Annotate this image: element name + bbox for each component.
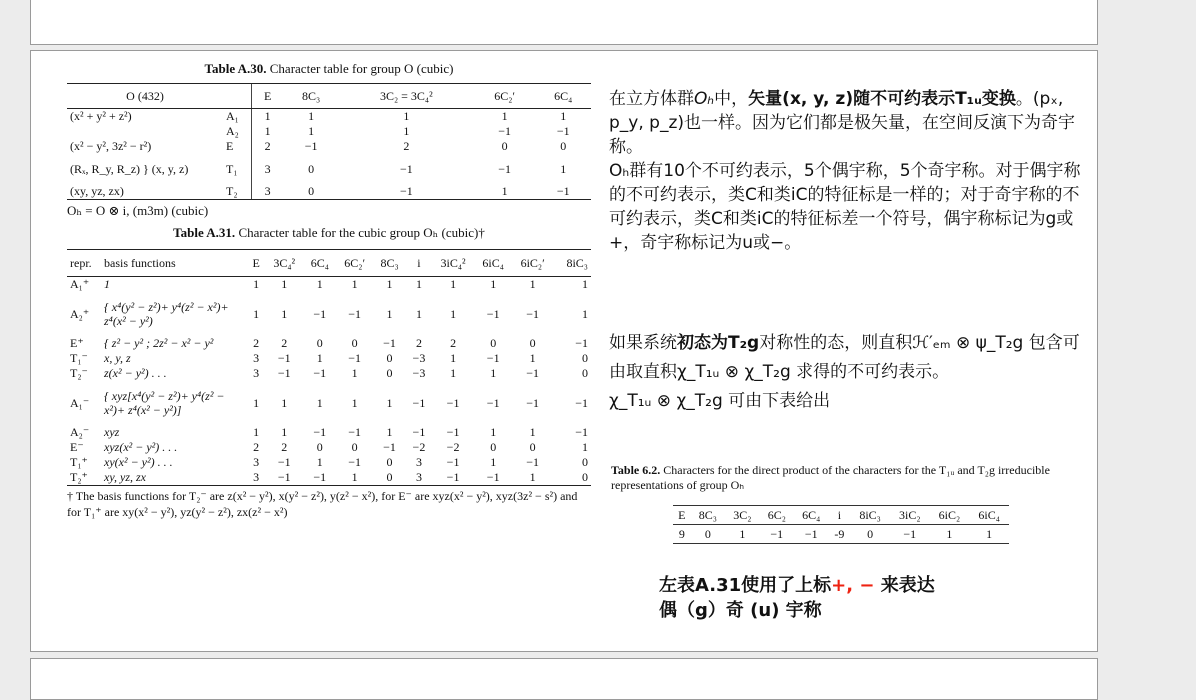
page-above <box>30 0 1098 45</box>
table-cell: −1 <box>526 366 540 380</box>
table-cell: 0 <box>283 184 339 200</box>
table-row <box>67 292 591 336</box>
table-row <box>67 455 591 470</box>
table-cell: 1 <box>351 277 358 291</box>
table-header-cell: E <box>252 84 284 109</box>
table-cell: 0 <box>316 440 323 454</box>
table-row <box>67 139 591 154</box>
table-row <box>673 525 1009 544</box>
table-cell: (x² − y², 3z² − r²) <box>70 139 152 153</box>
table-cell: −1 <box>474 470 512 486</box>
table-header-row <box>673 506 1009 525</box>
table-cell: −1 <box>313 306 327 321</box>
table-cell: 2 <box>403 139 410 153</box>
table-62-block <box>611 463 1081 544</box>
table-header-cell: 6C₂′ <box>336 250 373 277</box>
table-cell: −1 <box>304 139 318 153</box>
table-header-cell: 6C₂ <box>760 506 794 525</box>
table-cell: 3 <box>252 184 284 200</box>
table-header-cell: 8C₃ <box>283 84 339 109</box>
table-cell: 1 <box>582 277 588 291</box>
table-header-cell: 6C₂′ <box>474 84 536 109</box>
table-cell: 1 <box>253 306 260 321</box>
table-cell: −1 <box>313 366 327 380</box>
plus-minus-superscripts: +, − <box>831 575 875 596</box>
table-header-row <box>67 84 591 109</box>
table-62 <box>673 505 1009 544</box>
table-cell: A₂ <box>226 124 239 138</box>
table-header-cell: O (432) <box>67 84 223 109</box>
table-cell: 3 <box>253 366 260 380</box>
table-cell: 1 <box>308 109 315 123</box>
table-header-cell: basis functions <box>101 250 247 277</box>
table-cell: A₁ <box>226 109 239 123</box>
table-cell: T₂ <box>223 184 252 200</box>
table-cell <box>67 124 223 139</box>
table-cell: E⁻ <box>70 440 84 454</box>
table-header-cell: 6iC₄ <box>474 250 512 277</box>
table-cell: 3 <box>247 470 265 486</box>
table-cell: −1 <box>348 306 362 321</box>
table-cell: T₁⁻ <box>70 351 88 365</box>
table-header-cell: 3C₄² <box>265 250 303 277</box>
table-cell: 1 <box>529 425 536 439</box>
table-header-cell: i <box>829 506 851 525</box>
table-cell: T₁ <box>226 161 238 176</box>
table-row <box>67 470 591 486</box>
table-cell: { x⁴(y² − z²)+ y⁴(z² − x²)+ z⁴(x² − y²) <box>104 300 229 328</box>
table-cell: z(x² − y²) . . . <box>104 366 167 380</box>
page-below <box>30 658 1098 700</box>
table-cell: −1 <box>277 351 291 365</box>
table-cell: 0 <box>351 336 358 350</box>
table-cell: 0 <box>386 351 393 365</box>
table-cell: 0 <box>560 139 567 153</box>
table-cell: 1 <box>316 455 323 469</box>
table-cell: −1 <box>760 525 794 544</box>
table-cell: 1 <box>386 306 393 321</box>
table-cell: xyz(x² − y²) . . . <box>104 440 178 454</box>
table-cell: 1 <box>351 395 358 410</box>
table-cell: −1 <box>412 425 426 439</box>
table-cell: 2 <box>253 336 260 350</box>
table-header-cell: 3iC₂ <box>890 506 930 525</box>
table-cell: −1 <box>446 425 460 439</box>
table-header-cell: 3C₂ = 3C₄² <box>339 84 474 109</box>
table-cell: −1 <box>412 395 426 410</box>
table-cell: 3 <box>406 470 432 486</box>
table-header-cell: 8iC₃ <box>850 506 890 525</box>
table-cell: −1 <box>575 425 588 439</box>
table-cell: 1 <box>403 109 410 123</box>
parity-note: 左表A.31使用了上标+, − 来表达 偶（g）奇 (u) 宇称 <box>659 575 935 621</box>
table-cell: 1 <box>560 109 567 123</box>
table-cell: 3 <box>253 351 260 365</box>
table-header-cell: E <box>673 506 691 525</box>
table-cell: 1 <box>512 470 553 486</box>
table-cell: 1 <box>316 277 323 291</box>
table-a30-caption: Table A.30. Character table for group O (cubic) <box>204 61 454 76</box>
table-cell: 1 <box>316 351 323 365</box>
table-cell: −1 <box>486 351 500 365</box>
table-cell: −1 <box>432 470 475 486</box>
table-row <box>67 440 591 455</box>
table-cell: 0 <box>529 336 536 350</box>
table-cell: −1 <box>526 455 540 469</box>
table-header-cell: 6C₄ <box>303 250 336 277</box>
table-cell: 0 <box>553 470 591 486</box>
table-cell: −1 <box>498 161 511 176</box>
table-cell: −1 <box>890 525 930 544</box>
table-cell: (Rₓ, R_y, R_z) } (x, y, z) <box>70 162 189 176</box>
table-cell: −1 <box>575 336 588 350</box>
table-header-cell: 3C₂ <box>725 506 759 525</box>
table-cell: 0 <box>529 440 536 454</box>
table-cell: 2 <box>450 336 457 350</box>
table-row <box>67 425 591 440</box>
table-header-cell: 6iC₄ <box>969 506 1009 525</box>
table-cell: 1 <box>281 306 288 321</box>
table-cell: −1 <box>303 470 336 486</box>
table-cell: xy(x² − y²) . . . <box>104 455 173 469</box>
table-cell: −3 <box>412 351 426 365</box>
table-cell: 1 <box>490 366 497 380</box>
explanation-block <box>609 87 1089 255</box>
table-cell: 1 <box>336 470 373 486</box>
table-row <box>67 154 591 184</box>
table-header-cell: 3iC₄² <box>432 250 475 277</box>
table-row <box>67 336 591 351</box>
table-cell: 2 <box>281 440 288 454</box>
para-direct-product: χ_T₁ᵤ ⊗ χ_T₂g 可由下表给出 <box>609 391 831 411</box>
table-cell: 1 <box>308 124 315 138</box>
table-cell: A₁⁺ <box>70 277 90 291</box>
table-cell: 1 <box>253 425 260 439</box>
table-cell: 1 <box>415 277 422 291</box>
table-row <box>67 277 591 293</box>
table-cell: 0 <box>490 440 497 454</box>
table-header-cell: 6C₄ <box>794 506 828 525</box>
table-cell: 1 <box>415 306 422 321</box>
table-cell: 1 <box>104 277 110 291</box>
table-cell: −1 <box>526 306 540 321</box>
table-cell: −1 <box>556 124 570 138</box>
table-cell: −1 <box>535 184 591 200</box>
table-cell: −1 <box>277 366 291 380</box>
table-header-cell <box>223 84 252 109</box>
table-cell: 1 <box>281 425 288 439</box>
table-cell: T₂⁻ <box>70 366 88 380</box>
table-cell: A₁⁻ <box>70 395 90 410</box>
table-cell: 1 <box>386 425 393 439</box>
table-cell: 0 <box>582 455 588 469</box>
table-header-cell: i <box>406 250 432 277</box>
table-cell: −2 <box>446 440 460 454</box>
oh-definition: Oₕ = O ⊗ i, (m3m) (cubic) <box>67 203 209 218</box>
table-a31 <box>67 249 591 486</box>
table-cell: (x² + y² + z²) <box>70 109 132 123</box>
table-cell: 1 <box>582 306 588 321</box>
table-cell: 0 <box>691 525 725 544</box>
table-cell: 1 <box>725 525 759 544</box>
table-cell: −1 <box>794 525 828 544</box>
table-row <box>67 124 591 139</box>
table-a30 <box>67 83 591 200</box>
table-cell: 1 <box>582 440 588 454</box>
table-row <box>67 351 591 366</box>
table-cell: E⁺ <box>70 336 84 350</box>
table-cell: 1 <box>252 124 284 139</box>
table-62-caption: Table 6.2. Characters for the direct product of the characters for the T₁ᵤ and T₂g irreducible representations of group Oₕ <box>611 463 1050 492</box>
table-cell: −1 <box>277 455 291 469</box>
table-header-cell: 6C₄ <box>535 84 591 109</box>
table-cell: 1 <box>403 124 410 138</box>
table-row <box>67 381 591 425</box>
table-cell: −1 <box>399 161 413 176</box>
table-cell: 1 <box>281 395 288 410</box>
table-cell: 1 <box>316 395 323 410</box>
table-header-cell: 6iC₂ <box>930 506 970 525</box>
table-cell: x, y, z <box>104 351 131 365</box>
table-cell: −1 <box>313 425 327 439</box>
table-cell: −1 <box>526 395 540 410</box>
table-cell: 1 <box>501 109 508 123</box>
table-cell: E <box>226 139 234 153</box>
table-cell: 1 <box>253 277 260 291</box>
table-cell: 0 <box>386 366 393 380</box>
table-cell: (xy, yz, zx) <box>67 184 223 200</box>
table-cell: −1 <box>486 306 500 321</box>
table-cell: 9 <box>673 525 691 544</box>
table-cell: 0 <box>850 525 890 544</box>
table-cell: 2 <box>415 336 422 350</box>
table-cell: 3 <box>252 154 284 184</box>
table-a31-footnote: † The basis functions for T₂⁻ are z(x² − y²), x(y² − z²), y(z² − x²), for E⁻ are xyz(x² − y²), xyz(3z² − s²) and for T₁⁺ are xy(x² − y²), yz(y² − z²), zx(z² − x²) <box>67 489 578 519</box>
table-cell: −1 <box>348 455 362 469</box>
table-header-cell: 8C₃ <box>373 250 406 277</box>
table-cell: -9 <box>829 525 851 544</box>
table-cell: xyz <box>104 425 120 439</box>
table-cell: 1 <box>450 277 457 291</box>
table-cell: 3 <box>253 455 260 469</box>
table-cell: 0 <box>351 440 358 454</box>
table-cell: −1 <box>486 395 500 410</box>
table-cell: 1 <box>351 366 358 380</box>
table-cell: 0 <box>501 139 508 153</box>
table-cell: −1 <box>446 455 460 469</box>
table-cell: −1 <box>348 351 362 365</box>
left-tables <box>67 57 591 520</box>
para-initial-state: 如果系统初态为T₂g对称性的态，则直积ℋ′ₑₘ ⊗ ψ_T₂g 包含可由取直积χ_T₁ᵤ ⊗ χ_T₂g 求得的不可约表示。 χ_T₁ᵤ ⊗ χ_T₂g 可由下表给出 <box>609 329 1089 416</box>
table-cell: { z² − y² ; 2z² − x² − y² <box>104 336 214 350</box>
table-row <box>67 109 591 125</box>
table-cell: 1 <box>253 395 260 410</box>
table-cell: −1 <box>383 440 396 454</box>
table-cell: 0 <box>582 366 588 380</box>
table-cell: 2 <box>281 336 288 350</box>
table-cell: A₂⁻ <box>70 425 90 439</box>
table-cell: 1 <box>560 161 567 176</box>
table-cell: 0 <box>386 455 393 469</box>
table-cell: 1 <box>450 351 457 365</box>
page-main <box>30 50 1098 652</box>
table-cell: 0 <box>316 336 323 350</box>
table-cell: −2 <box>412 440 426 454</box>
table-cell: −1 <box>383 336 396 350</box>
table-cell: −1 <box>498 124 511 138</box>
table-cell: 1 <box>252 109 284 125</box>
table-cell: 1 <box>490 425 497 439</box>
para-vector: 在立方体群Oₕ中，矢量(x, y, z)随不可约表示T₁ᵤ变换。(pₓ, p_y, p_z)也一样。因为它们都是极矢量，在空间反演下为奇宇称。 <box>609 89 1076 157</box>
table-cell: −1 <box>348 425 362 439</box>
table-cell: 1 <box>450 306 457 321</box>
table-cell: 1 <box>969 525 1009 544</box>
table-row <box>67 184 591 200</box>
table-cell: 1 <box>490 277 497 291</box>
table-cell: { xyz[x⁴(y² − z²)+ y⁴(z² − x²)+ z⁴(x² − y²)] <box>104 389 225 417</box>
table-cell: 1 <box>281 277 288 291</box>
table-cell: 1 <box>386 395 393 410</box>
table-a31-caption: Table A.31. Character table for the cubic group Oₕ (cubic)† <box>173 225 485 240</box>
table-cell: −1 <box>575 395 588 410</box>
para-parity: Oₕ群有10个不可约表示，5个偶宇称，5个奇宇称。对于偶宇称的不可约表示，类C和类iC的特征标是一样的；对于奇宇称的不可约表示，类C和类iC的特征标差一个符号，偶宇称标记为g或+，奇宇称标记为u或−。 <box>609 161 1081 253</box>
table-cell: 3 <box>415 455 422 469</box>
table-header-cell: 8iC₃ <box>553 250 591 277</box>
table-cell: T₁⁺ <box>70 455 88 469</box>
table-cell: −1 <box>265 470 303 486</box>
table-cell: 0 <box>582 351 588 365</box>
table-cell: 1 <box>529 277 536 291</box>
table-cell: 1 <box>450 366 457 380</box>
table-cell: 0 <box>373 470 406 486</box>
table-cell: A₂⁺ <box>70 306 90 321</box>
table-cell: −1 <box>339 184 474 200</box>
table-cell: 1 <box>386 277 393 291</box>
table-cell: 2 <box>252 139 284 154</box>
table-cell: −3 <box>412 366 426 380</box>
table-cell: −1 <box>446 395 460 410</box>
table-cell: 0 <box>490 336 497 350</box>
table-cell: T₂⁺ <box>67 470 101 486</box>
table-cell: 1 <box>490 455 497 469</box>
table-cell: 0 <box>308 161 315 176</box>
table-cell: 1 <box>529 351 536 365</box>
table-header-cell: 8C₃ <box>691 506 725 525</box>
table-cell: 1 <box>930 525 970 544</box>
table-header-cell: E <box>247 250 265 277</box>
table-header-cell: repr. <box>67 250 101 277</box>
table-cell: 1 <box>474 184 536 200</box>
table-header-cell: 6iC₂′ <box>512 250 553 277</box>
table-row <box>67 366 591 381</box>
table-cell: xy, yz, zx <box>101 470 247 486</box>
table-header-row <box>67 250 591 277</box>
table-cell: 2 <box>253 440 260 454</box>
